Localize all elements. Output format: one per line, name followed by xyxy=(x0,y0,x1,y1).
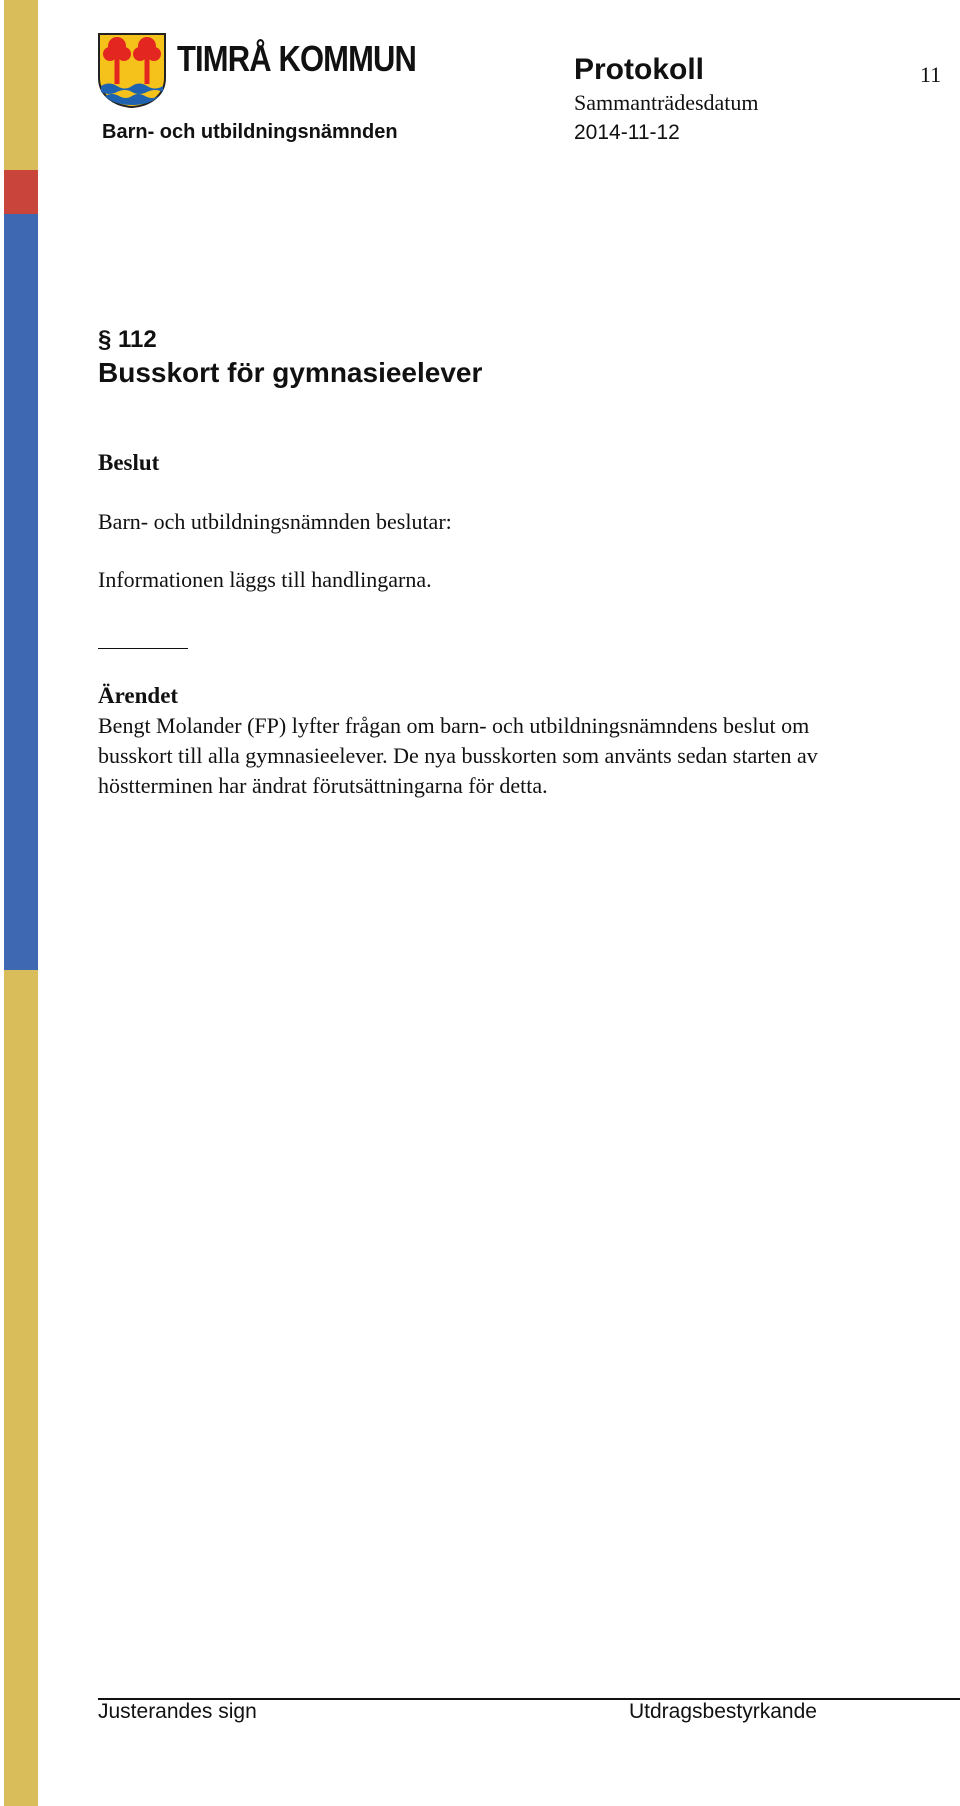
coat-of-arms-logo xyxy=(97,32,167,108)
meeting-date: 2014-11-12 xyxy=(574,121,680,144)
board-name: Barn- och utbildningsnämnden xyxy=(102,121,398,143)
margin-stripe-blue xyxy=(4,214,38,970)
arende-body xyxy=(98,711,928,801)
meeting-date-label: Sammanträdesdatum xyxy=(574,90,759,115)
document-title: Protokoll xyxy=(574,53,705,86)
arende-line: höstterminen har ändrat förutsättningarna för detta. xyxy=(98,773,548,798)
arende-line: busskort till alla gymnasieelever. De nya busskorten som använts sedan starten av xyxy=(98,743,818,768)
margin-stripe-yellow-bottom xyxy=(4,970,38,1806)
margin-stripe-red xyxy=(4,170,38,214)
section-title: Busskort för gymnasieelever xyxy=(98,357,483,388)
beslut-decision: Informationen läggs till handlingarna. xyxy=(98,567,432,592)
arende-heading: Ärendet xyxy=(98,683,179,708)
footer-utdragsbestyrkande: Utdragsbestyrkande xyxy=(629,1700,817,1723)
page-number: 11 xyxy=(920,62,942,87)
beslut-intro: Barn- och utbildningsnämnden beslutar: xyxy=(98,509,452,534)
section-number: § 112 xyxy=(98,326,157,353)
footer-justerandes-sign: Justerandes sign xyxy=(98,1700,257,1723)
margin-stripe-yellow-top xyxy=(4,0,38,170)
logo-wordmark: TIMRÅ KOMMUN xyxy=(177,38,417,79)
section-divider xyxy=(98,648,188,649)
beslut-heading: Beslut xyxy=(98,450,160,475)
arende-line: Bengt Molander (FP) lyfter frågan om barn- och utbildningsnämndens beslut om xyxy=(98,713,810,738)
